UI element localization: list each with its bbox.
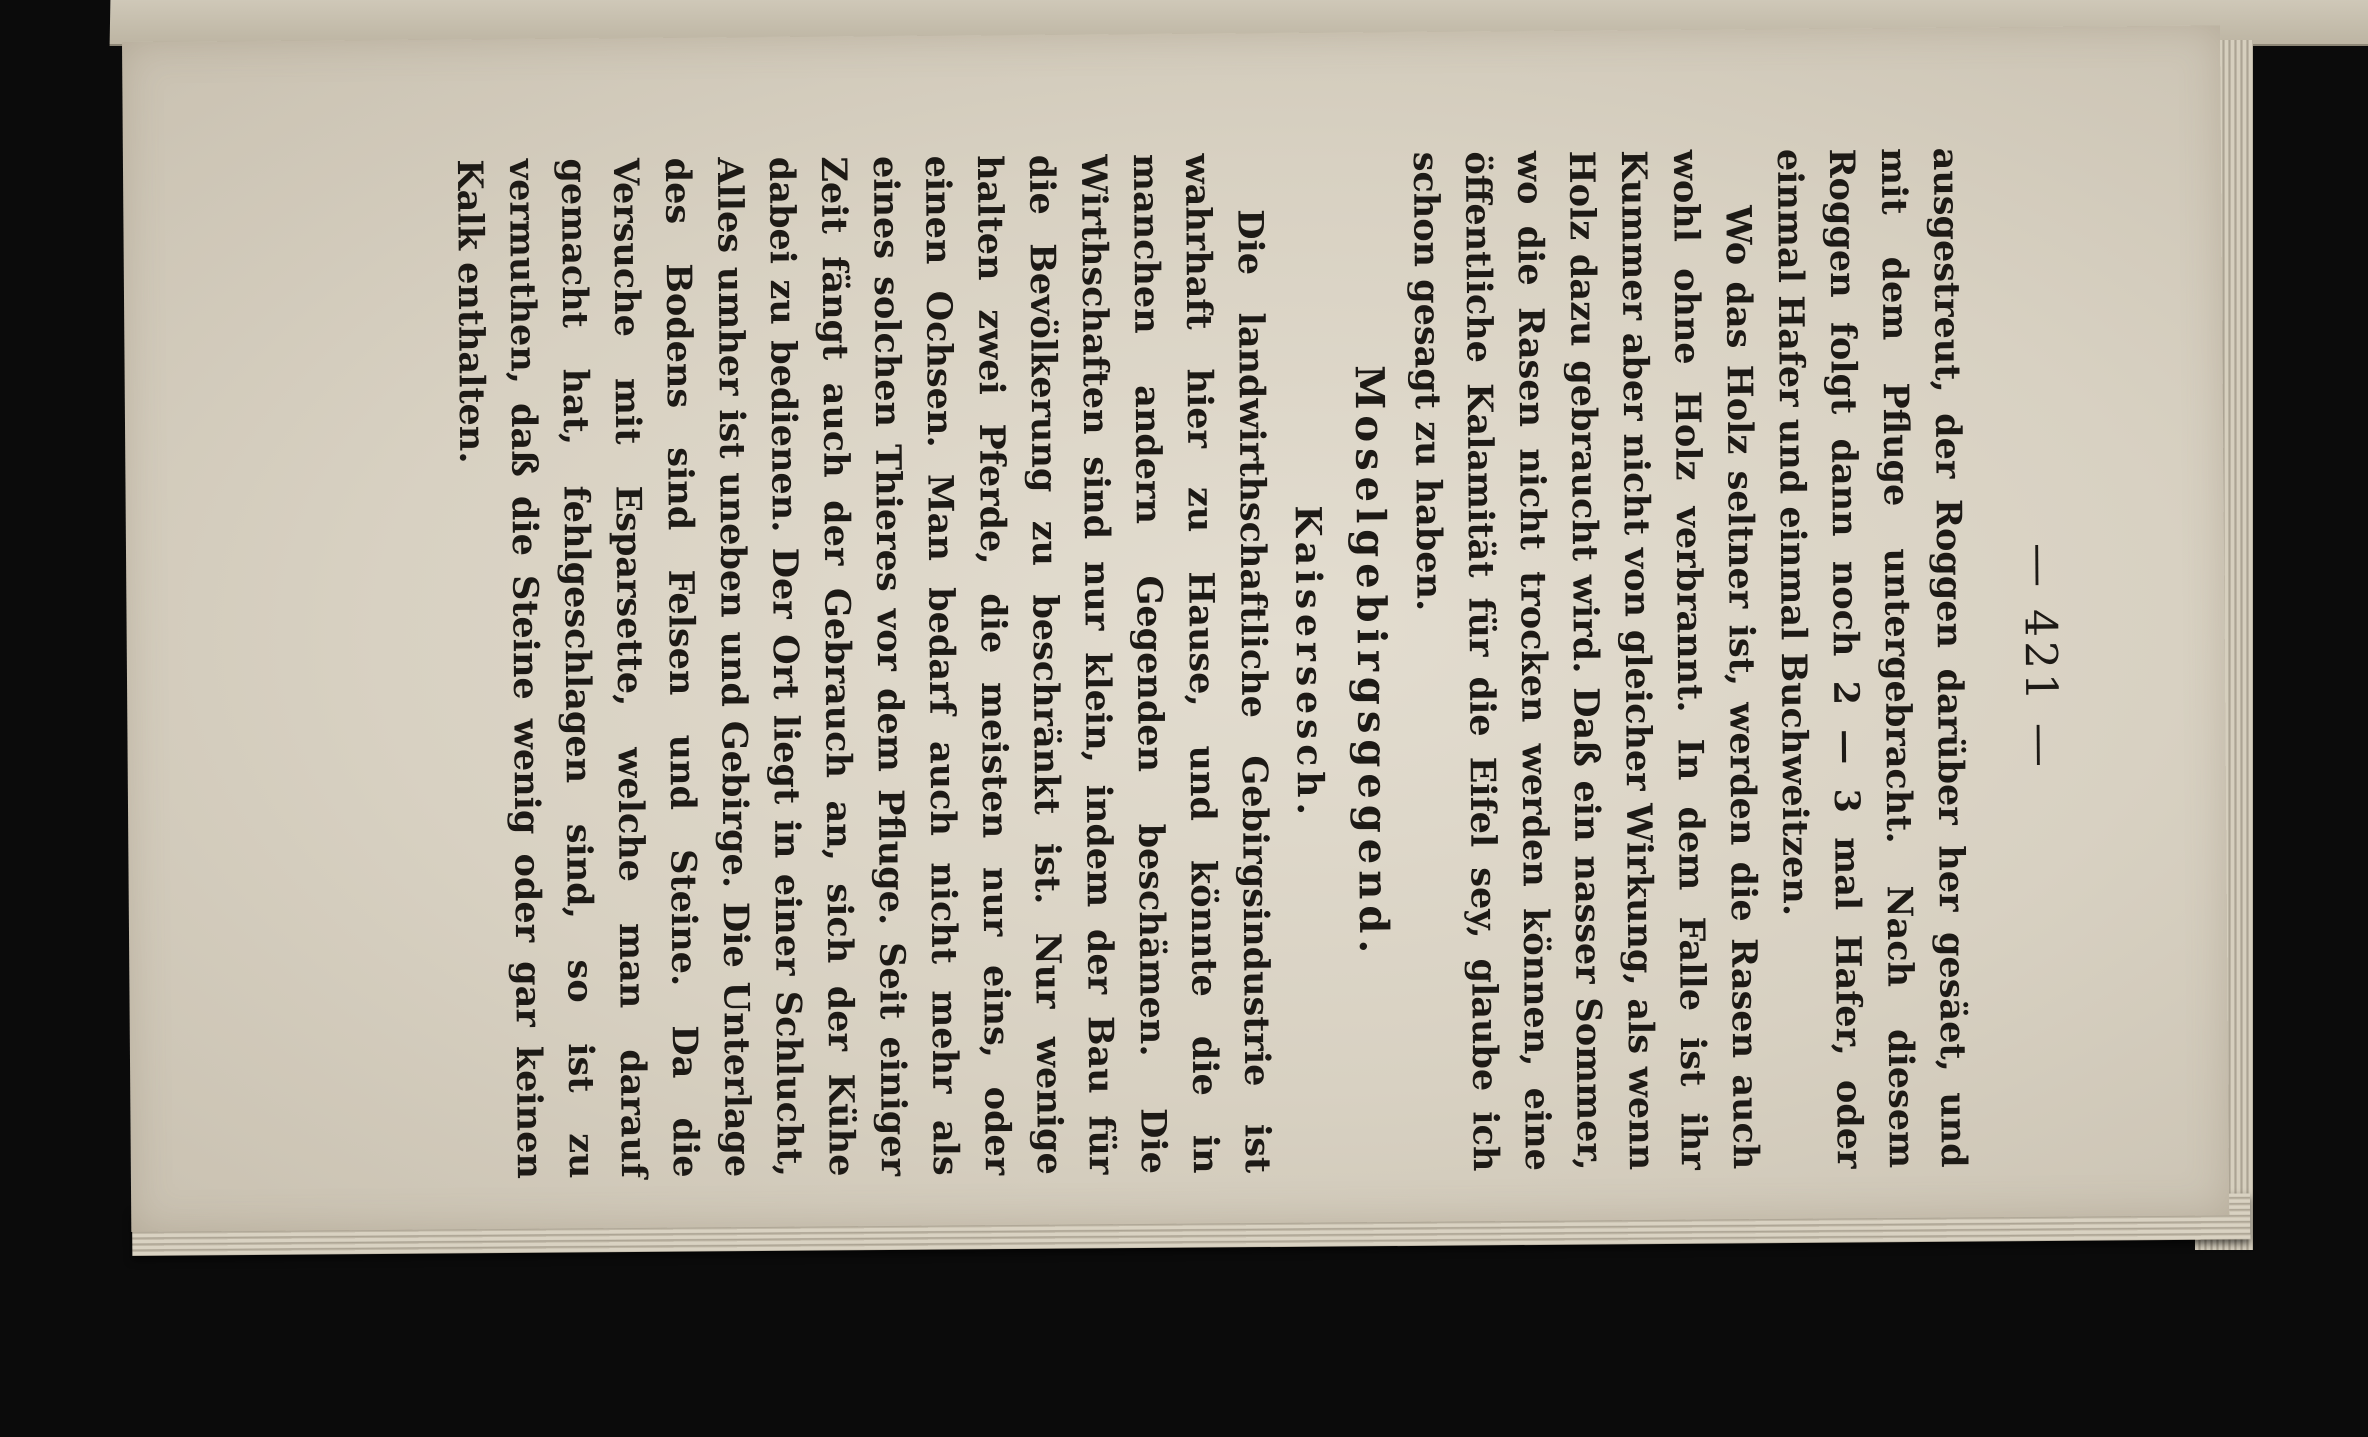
paragraph-wood-burning: Wo das Holz seltner ist, werden die Rasen auch wohl ohne Holz verbrannt. In dem Falle ist ihr Kummer aber nicht von gleicher Wirkung, als wenn Holz dazu gebraucht wird. Daß ein nasser Sommer, wo die Rasen nicht trocken werden können, eine öffentliche Kalamität für die Eifel sey, glaube ich schon gesagt zu haben.: [1404, 149, 1766, 1172]
page-number-header: — 421 —: [2013, 542, 2067, 772]
page-text-block: [391, 147, 2079, 1180]
paragraph-continued: ausgestreut, der Roggen darüber her gesäet, und mit dem Pfluge untergebracht. Nach diesem Roggen folgt dann noch 2 — 3 mal Hafer, oder einmal Hafer und einmal Buchweitzen.: [1768, 147, 1974, 1169]
paragraph-industry: Die landwirthschaftliche Gebirgsindustrie ist wahrhaft hier zu Hause, und könnte die in manchen andern Gegenden beschämen. Die Wirthschaften sind nur klein, indem der Bau für die Bevölkerung zu beschränkt ist. Nur wenige halten zwei Pferde, die meisten nur eins, oder einen Ochsen. Man bedarf auch nicht mehr als eines solchen Thieres vor dem Pfluge. Seit einiger Zeit fängt auch der Gebrauch an, sich der Kühe dabei zu bedienen. Der Ort liegt in einer Schlucht, Alles umher ist uneben und Gebirge. Die Unterlage des Bodens sind Felsen und Steine. Da die Versuche mit Esparsette, welche man darauf gemacht hat, fehlgeschlagen sind, so ist zu vermuthen, daß die Steine wenig oder gar keinen Kalk enthalten.: [448, 153, 1278, 1179]
section-heading: Moselgebirgsgegend.: [1345, 364, 1398, 960]
book-page: [122, 26, 2229, 1232]
subsection-heading: Kaisersesch.: [1286, 505, 1332, 821]
